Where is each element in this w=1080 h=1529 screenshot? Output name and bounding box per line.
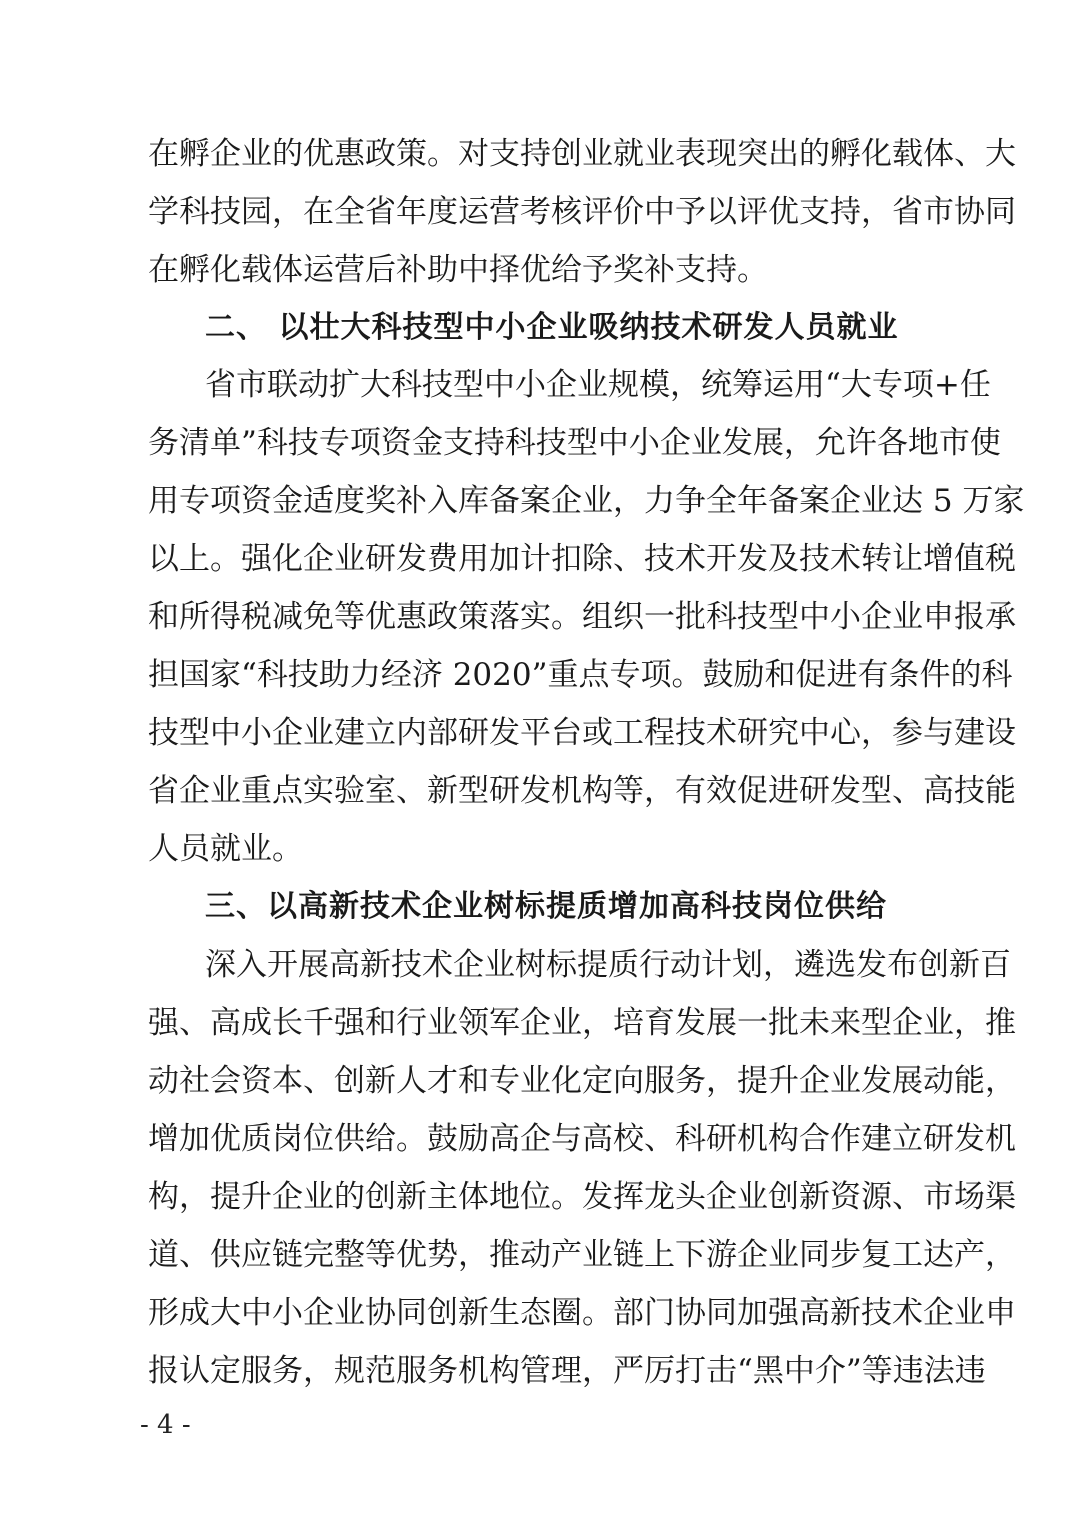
- intro-line-1: 在孵企业的优惠政策。对支持创业就业表现突出的孵化载体、大: [148, 136, 1016, 172]
- section-3-line-8: 报认定服务，规范服务机构管理，严厉打击“黑中介”等违法违: [148, 1353, 986, 1389]
- section-3-line-4: 增加优质岗位供给。鼓励高企与高校、科研机构合作建立研发机: [148, 1121, 1016, 1157]
- section-2-heading: 二、 以壮大科技型中小企业吸纳技术研发人员就业: [205, 310, 899, 345]
- section-2-line-9: 人员就业。: [148, 831, 303, 867]
- section-3-line-2: 强、高成长千强和行业领军企业，培育发展一批未来型企业，推: [148, 1005, 1016, 1041]
- section-2-line-7: 技型中小企业建立内部研发平台或工程技术研究中心，参与建设: [148, 715, 1016, 751]
- section-2-line-4: 以上。强化企业研发费用加计扣除、技术开发及技术转让增值税: [148, 541, 1016, 577]
- section-3-line-6: 道、供应链完整等优势，推动产业链上下游企业同步复工达产，: [148, 1237, 1016, 1273]
- section-3-heading: 三、以高新技术企业树标提质增加高科技岗位供给: [205, 889, 887, 924]
- section-2-line-1: 省市联动扩大科技型中小企业规模，统筹运用“大专项+任: [205, 367, 991, 403]
- section-3-line-5: 构，提升企业的创新主体地位。发挥龙头企业创新资源、市场渠: [148, 1179, 1016, 1215]
- section-2-line-2: 务清单”科技专项资金支持科技型中小企业发展，允许各地市使: [148, 425, 1001, 461]
- section-2-line-3: 用专项资金适度奖补入库备案企业，力争全年备案企业达 5 万家: [148, 483, 1025, 519]
- section-2-line-6: 担国家“科技助力经济 2020”重点专项。鼓励和促进有条件的科: [148, 657, 1013, 693]
- section-3-line-7: 形成大中小企业协同创新生态圈。部门协同加强高新技术企业申: [148, 1295, 1016, 1331]
- section-2-line-8: 省企业重点实验室、新型研发机构等，有效促进研发型、高技能: [148, 773, 1016, 809]
- intro-line-3: 在孵化载体运营后补助中择优给予奖补支持。: [148, 252, 768, 288]
- section-2-line-5: 和所得税减免等优惠政策落实。组织一批科技型中小企业申报承: [148, 599, 1016, 635]
- intro-line-2: 学科技园，在全省年度运营考核评价中予以评优支持，省市协同: [148, 194, 1016, 230]
- page-number: - 4 -: [140, 1410, 191, 1440]
- section-3-line-1: 深入开展高新技术企业树标提质行动计划，遴选发布创新百: [205, 947, 1011, 983]
- section-3-line-3: 动社会资本、创新人才和专业化定向服务，提升企业发展动能，: [148, 1063, 1016, 1099]
